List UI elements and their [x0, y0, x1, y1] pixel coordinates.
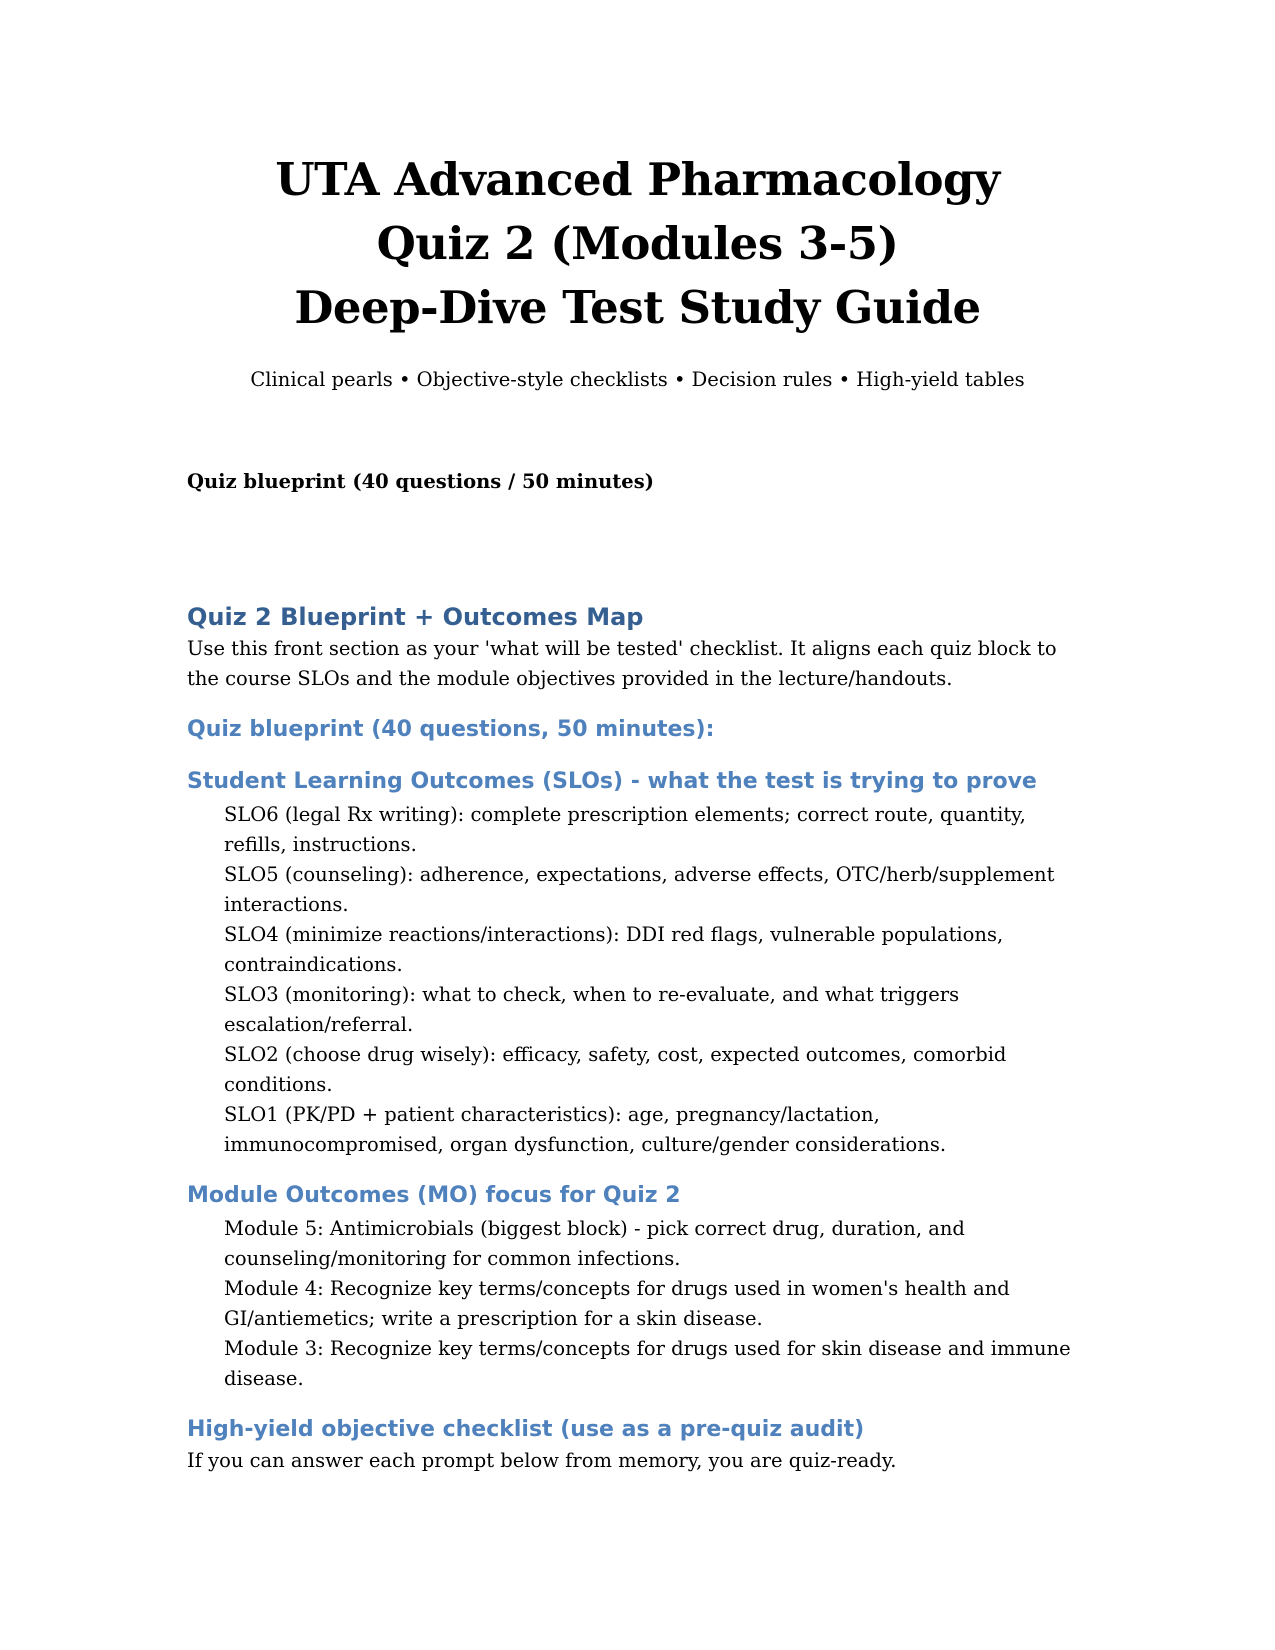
heading-objective-checklist: High-yield objective checklist (use as a pre-quiz audit)	[187, 1417, 865, 1442]
slo-item: SLO3 (monitoring): what to check, when to re-evaluate, and what triggers escalation/referral.	[224, 983, 960, 1036]
heading-slos: Student Learning Outcomes (SLOs) - what the test is trying to prove	[187, 769, 1037, 794]
slo-item: SLO6 (legal Rx writing): complete prescription elements; correct route, quantity, refills, instructions.	[224, 803, 1026, 856]
slo-item: SLO5 (counseling): adherence, expectations, adverse effects, OTC/herb/supplement interactions.	[224, 863, 1055, 916]
slo-item: SLO4 (minimize reactions/interactions): DDI red flags, vulnerable populations, contraindications.	[224, 923, 1004, 976]
checklist-intro: If you can answer each prompt below from memory, you are quiz-ready.	[187, 1449, 897, 1472]
document-title	[0, 148, 1275, 340]
outcomes-map-intro: Use this front section as your 'what will be tested' checklist. It aligns each quiz block to the course SLOs and the module objectives provided in the lecture/handouts.	[187, 637, 1057, 690]
slo-item: SLO1 (PK/PD + patient characteristics): age, pregnancy/lactation, immunocompromised, organ dysfunction, culture/gender considerations.	[224, 1103, 947, 1156]
title-line-2: Quiz 2 (Modules 3-5)	[376, 217, 899, 270]
title-line-1: UTA Advanced Pharmacology	[275, 153, 1000, 206]
module-outcome-item: Module 3: Recognize key terms/concepts for drugs used for skin disease and immune disease.	[224, 1337, 1071, 1390]
module-outcome-list	[187, 1214, 1087, 1394]
slo-list	[187, 800, 1087, 1160]
module-outcome-item: Module 4: Recognize key terms/concepts for drugs used in women's health and GI/antiemetics; write a prescription for a skin disease.	[224, 1277, 1010, 1330]
slo-item: SLO2 (choose drug wisely): efficacy, safety, cost, expected outcomes, comorbid conditions.	[224, 1043, 1007, 1096]
heading-module-outcomes: Module Outcomes (MO) focus for Quiz 2	[187, 1183, 681, 1208]
title-line-3: Deep-Dive Test Study Guide	[294, 281, 981, 334]
blueprint-summary: Quiz blueprint (40 questions / 50 minutes)	[187, 470, 654, 493]
tagline: Clinical pearls • Objective-style checklists • Decision rules • High-yield tables	[250, 368, 1025, 391]
heading-outcomes-map: Quiz 2 Blueprint + Outcomes Map	[187, 603, 644, 631]
main-content	[187, 600, 1087, 1476]
heading-quiz-blueprint: Quiz blueprint (40 questions, 50 minutes):	[187, 717, 715, 742]
module-outcome-item: Module 5: Antimicrobials (biggest block) - pick correct drug, duration, and counseling/monitoring for common infections.	[224, 1217, 965, 1270]
